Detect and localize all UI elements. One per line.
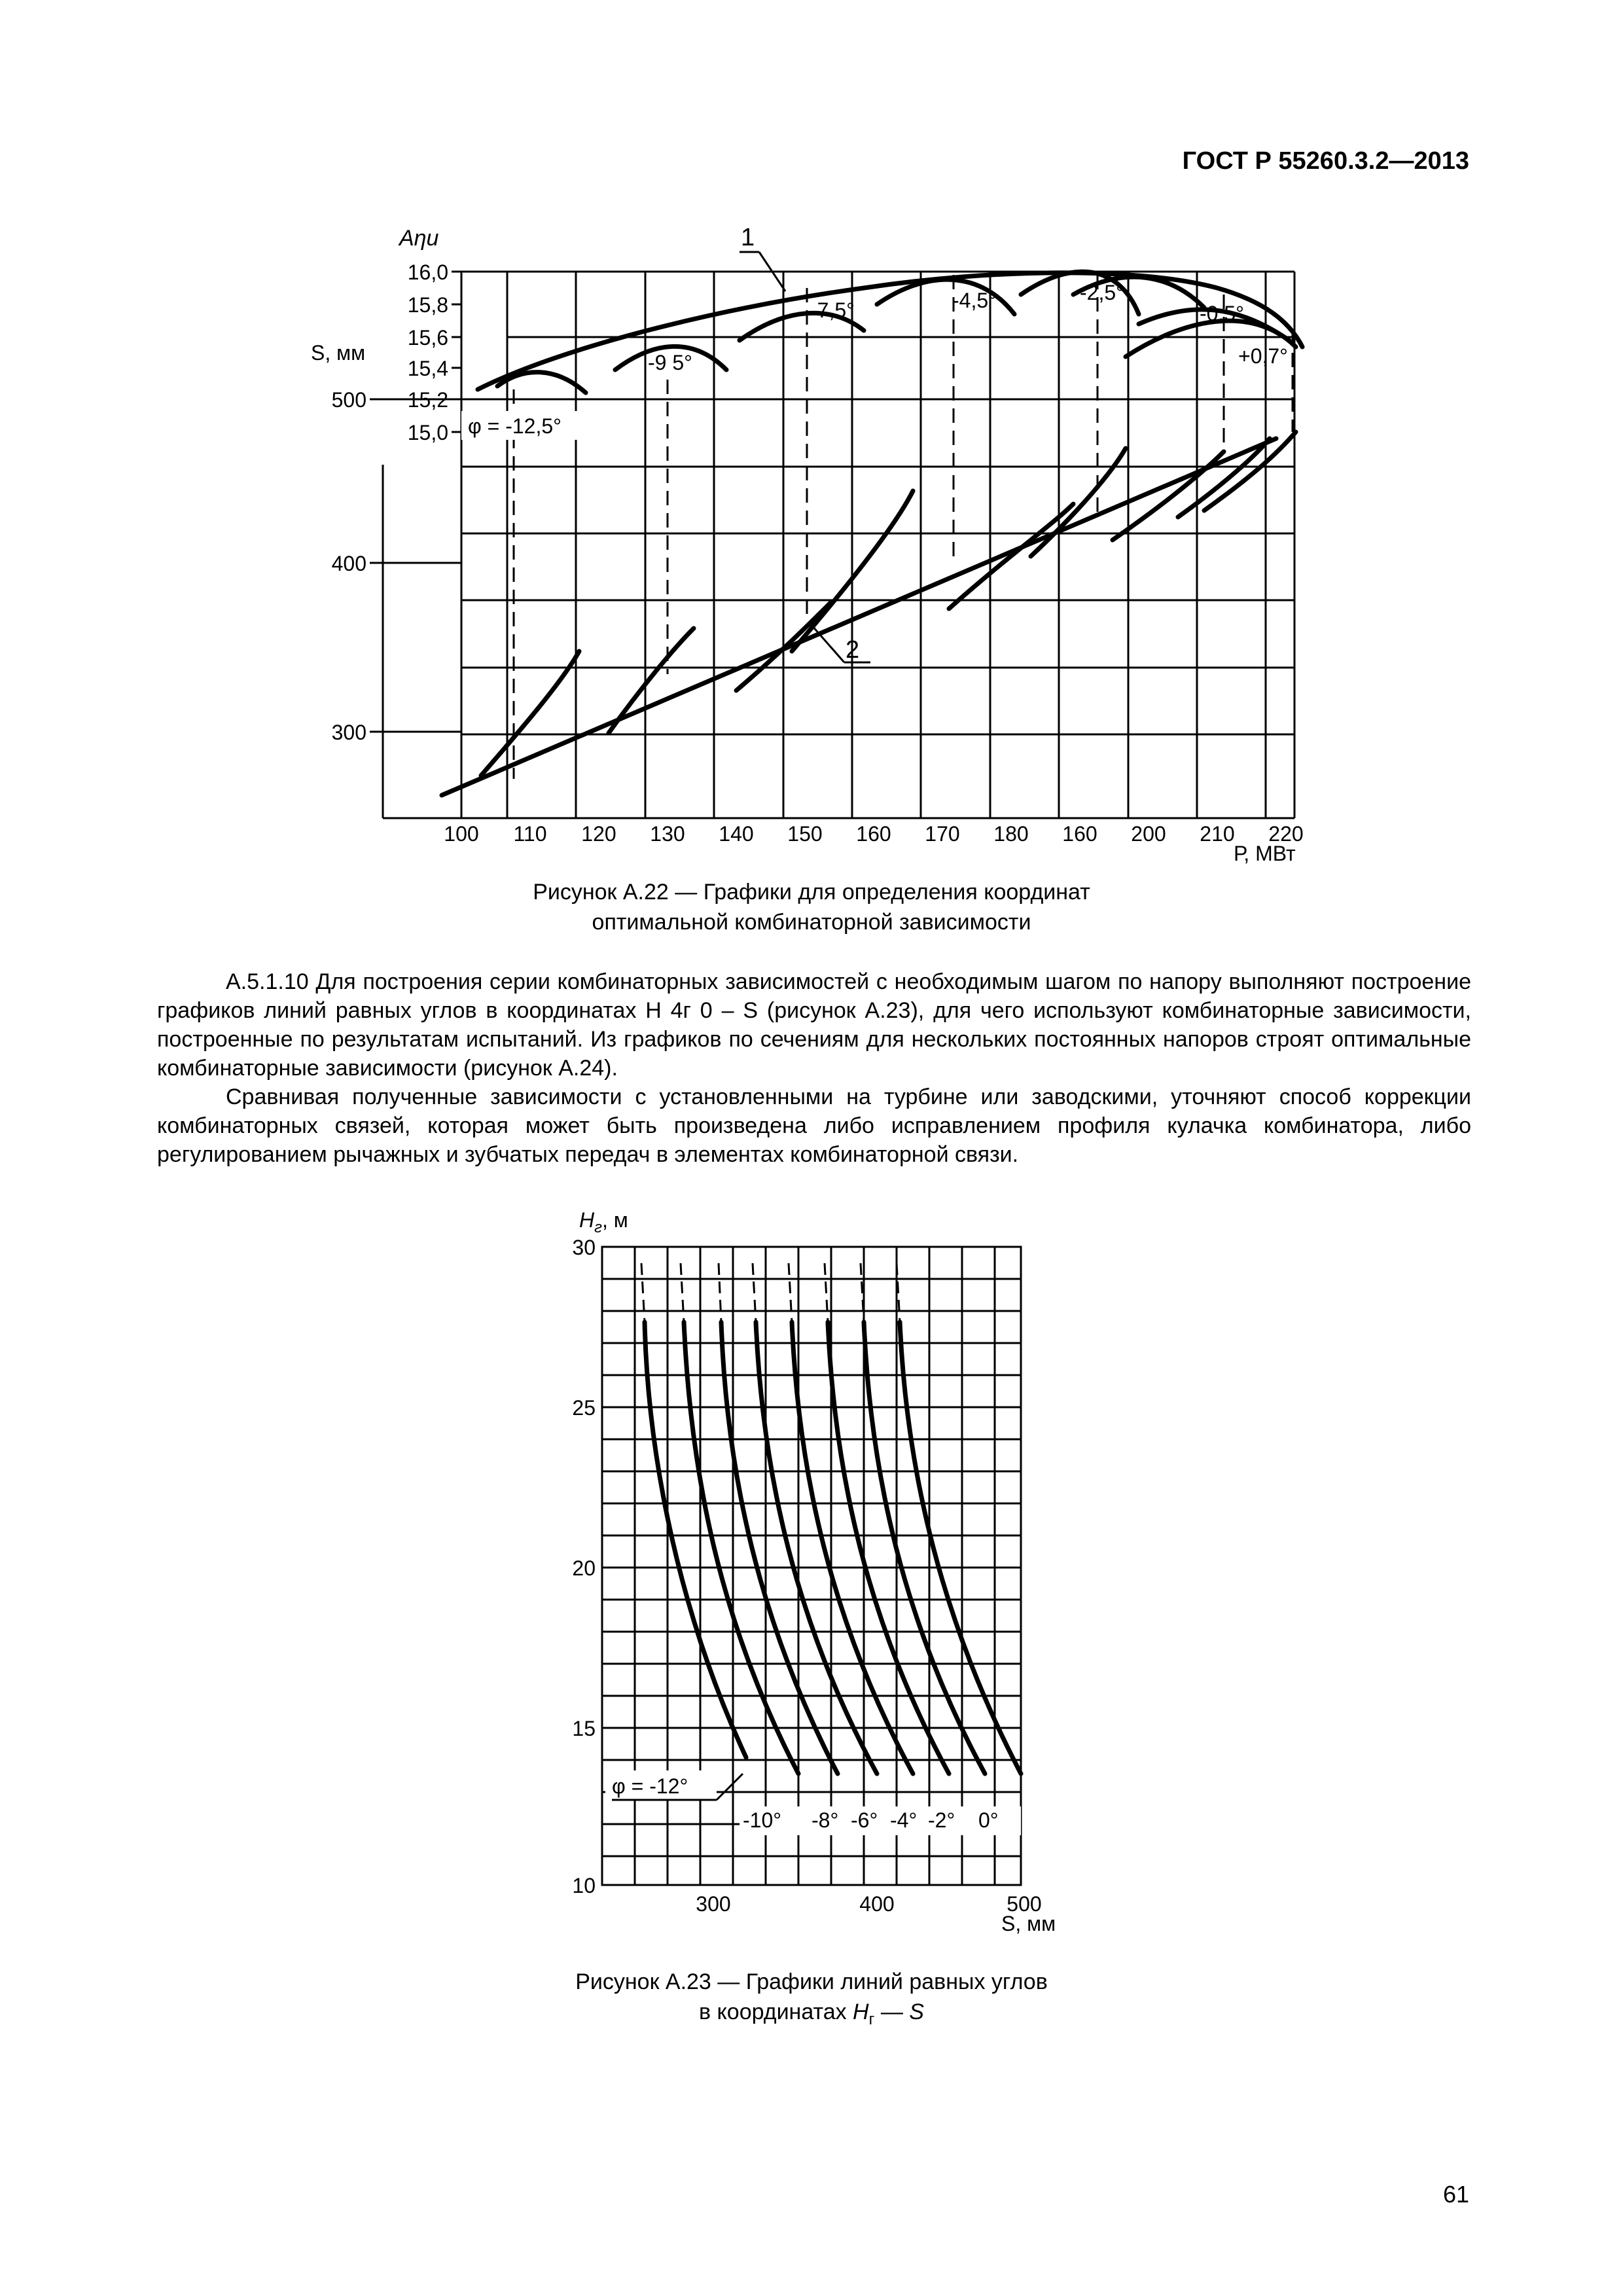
a22-eta-tick: 15,0	[407, 421, 448, 444]
a22-eta-tick: 15,8	[407, 293, 448, 317]
a23-h-tick: 15	[572, 1717, 596, 1740]
a22-angle-label: -2,5°	[1080, 281, 1124, 304]
a23-angle-label: -2°	[928, 1808, 955, 1832]
a22-curve-2	[442, 439, 1276, 795]
a22-angle-label: -7,5°	[810, 298, 855, 322]
a23-h-tick: 30	[572, 1236, 596, 1259]
figure-a22-caption	[419, 877, 1204, 937]
a22-p-axis-label: Р, МВт	[1234, 842, 1296, 865]
a22-p-tick: 120	[581, 822, 616, 846]
a23-s-tick: 500	[1007, 1892, 1042, 1916]
a22-eta-tick: 15,4	[407, 357, 448, 380]
a23-angle-label: φ = -12°	[612, 1774, 688, 1798]
a22-p-tick: 100	[444, 822, 479, 846]
a22-eta-tick: 15,2	[407, 388, 448, 412]
a22-curve-1-label: 1	[741, 224, 755, 251]
a22-p-tick: 130	[650, 822, 685, 846]
figure-a23-caption	[419, 1967, 1204, 2035]
a22-p-tick: 160	[1062, 822, 1097, 846]
figure-a23	[550, 1198, 1086, 1944]
a22-p-tick: 170	[925, 822, 960, 846]
document-header: ГОСТ Р 55260.3.2—2013	[1182, 147, 1469, 175]
a23-h-tick: 10	[572, 1874, 596, 1897]
a22-eta-tick: 16,0	[407, 260, 448, 284]
a22-curve-2-label: 2	[846, 636, 860, 664]
a23-s-tick: 400	[859, 1892, 895, 1916]
a22-angle-label: +0,7°	[1238, 344, 1288, 368]
figure-a23-caption-line2: в координатах $Н_г$ — S	[699, 2000, 924, 2028]
a22-s-tick: 500	[331, 388, 366, 412]
a22-p-tick: 210	[1200, 822, 1235, 846]
paragraph-comparison: Сравнивая полученные зависимости с установленными на турбине или заводскими, уточняют способ коррекции комбинаторных связей, которая может быть произведена либо исправлением профиля кулачка комбинатора, либо регулированием рычажных и зубчатых передач в элементах комбинаторной связи.	[157, 1085, 1471, 1167]
a23-angle-label: -10°	[743, 1808, 782, 1832]
page-number: 61	[1442, 2181, 1469, 2208]
a22-s-tick: 300	[331, 721, 366, 744]
figure-a22-caption-line1: Рисунок А.22 — Графики для определения координат	[533, 880, 1090, 905]
figure-a23-caption-line1: Рисунок А.23 — Графики линий равных углов	[575, 1969, 1048, 1994]
figure-a22-caption-line2: оптимальной комбинаторной зависимости	[592, 910, 1031, 935]
a23-h-tick: 25	[572, 1396, 596, 1420]
a23-angle-label: -4°	[890, 1808, 918, 1832]
a22-s-tick: 400	[331, 552, 366, 575]
a23-angle-label: -6°	[851, 1808, 878, 1832]
a23-s-axis-label: S, мм	[1001, 1912, 1056, 1935]
figure-a22-grid	[370, 272, 1294, 818]
a23-angle-label: 0°	[978, 1808, 999, 1832]
a22-p-tick: 180	[993, 822, 1029, 846]
a22-eta-axis-label: Аηи	[399, 226, 439, 251]
figure-a22	[288, 216, 1361, 870]
a22-p-tick: 110	[513, 822, 547, 846]
a23-h-tick: 20	[572, 1556, 596, 1580]
a23-s-tick: 300	[696, 1892, 731, 1916]
a22-p-tick: 160	[856, 822, 891, 846]
paragraph-a5-1-10: А.5.1.10 Для построения серии комбинаторных зависимостей с необходимым шагом по напору выполняют построение графиков линий равных углов в координатах Н 4г 0 – S (рисунок А.23), для чего используют комбинаторные зависимости, построенные по результатам испытаний. Из графиков по сечениям для нескольких постоянных напоров строят оптимальные комбинаторные зависимости (рисунок А.24).	[157, 969, 1471, 1081]
a22-s-axis-label: S, мм	[311, 341, 366, 365]
a22-angle-label: φ = -12,5°	[468, 414, 562, 438]
a22-angle-label: -9 5°	[648, 351, 692, 374]
a22-p-tick: 200	[1131, 822, 1166, 846]
a22-angle-label: -0,5°	[1200, 302, 1244, 325]
a23-h-axis-label: $Н_г$, м	[579, 1208, 628, 1236]
a22-eta-tick: 15,6	[407, 326, 448, 350]
a23-angle-label: -8°	[812, 1808, 839, 1832]
a22-p-tick: 140	[719, 822, 754, 846]
a22-p-tick: 150	[787, 822, 823, 846]
a22-angle-label: -4,5°	[952, 289, 997, 312]
a22-p-tick: 220	[1268, 822, 1304, 846]
